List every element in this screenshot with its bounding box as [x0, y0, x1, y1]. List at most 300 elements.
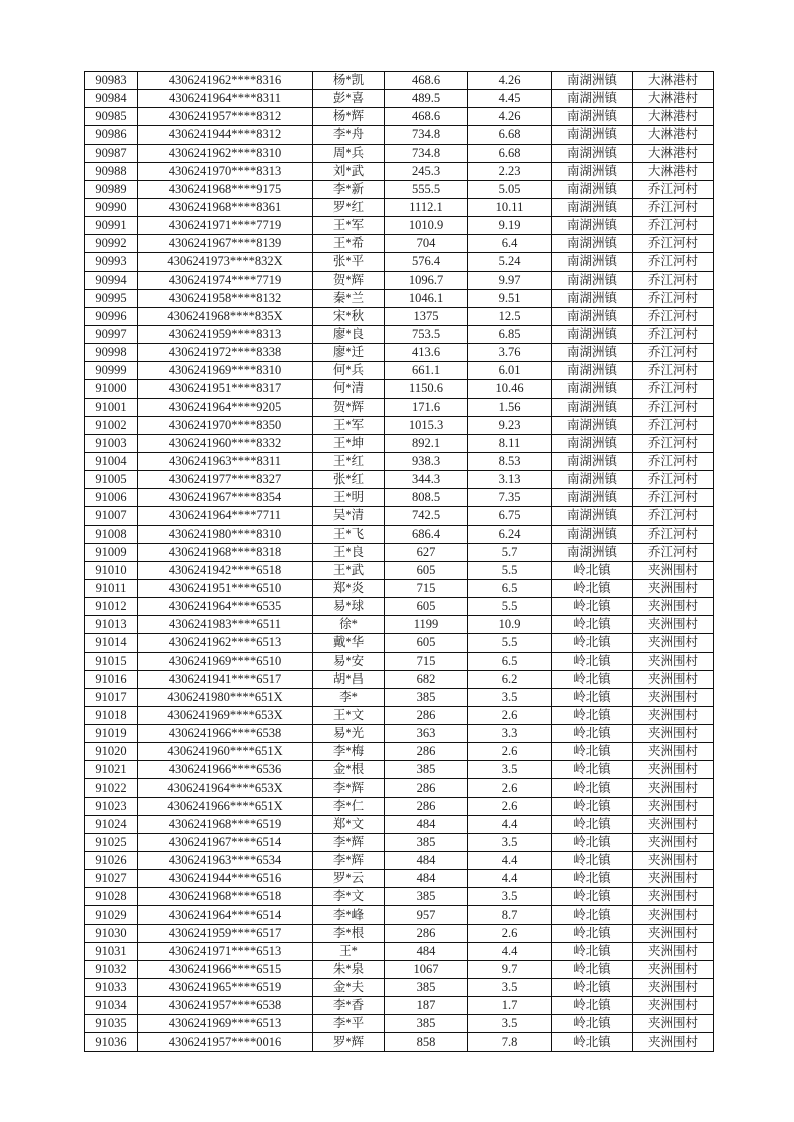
id-number-cell: 4306241970****8350: [138, 416, 313, 434]
row-number-cell: 91007: [85, 507, 138, 525]
row-number-cell: 91029: [85, 906, 138, 924]
area-cell: 2.6: [468, 797, 552, 815]
id-number-cell: 4306241968****835X: [138, 307, 313, 325]
town-cell: 岭北镇: [552, 616, 633, 634]
row-number-cell: 91025: [85, 833, 138, 851]
table-row: [85, 289, 714, 307]
amount-cell: 385: [385, 1015, 468, 1033]
area-cell: 4.45: [468, 90, 552, 108]
village-cell: 乔江河村: [633, 434, 714, 452]
area-cell: 4.4: [468, 870, 552, 888]
id-number-cell: 4306241969****6513: [138, 1015, 313, 1033]
table-row: [85, 779, 714, 797]
row-number-cell: 91022: [85, 779, 138, 797]
row-number-cell: 91030: [85, 924, 138, 942]
town-cell: 岭北镇: [552, 725, 633, 743]
village-cell: 夹洲围村: [633, 888, 714, 906]
name-cell: 张*红: [313, 471, 385, 489]
name-cell: 李*辉: [313, 779, 385, 797]
amount-cell: 605: [385, 561, 468, 579]
area-cell: 2.6: [468, 706, 552, 724]
area-cell: 3.13: [468, 471, 552, 489]
name-cell: 王*飞: [313, 525, 385, 543]
amount-cell: 385: [385, 761, 468, 779]
town-cell: 南湖洲镇: [552, 144, 633, 162]
village-cell: 乔江河村: [633, 235, 714, 253]
amount-cell: 363: [385, 725, 468, 743]
id-number-cell: 4306241973****832X: [138, 253, 313, 271]
table-row: [85, 126, 714, 144]
row-number-cell: 91002: [85, 416, 138, 434]
town-cell: 南湖洲镇: [552, 452, 633, 470]
table-row: [85, 144, 714, 162]
name-cell: 易*球: [313, 598, 385, 616]
town-cell: 岭北镇: [552, 779, 633, 797]
area-cell: 3.5: [468, 833, 552, 851]
amount-cell: 484: [385, 852, 468, 870]
id-number-cell: 4306241977****8327: [138, 471, 313, 489]
row-number-cell: 90984: [85, 90, 138, 108]
row-number-cell: 91006: [85, 489, 138, 507]
name-cell: 贺*辉: [313, 271, 385, 289]
name-cell: 李*: [313, 688, 385, 706]
amount-cell: 385: [385, 979, 468, 997]
amount-cell: 489.5: [385, 90, 468, 108]
name-cell: 李*香: [313, 997, 385, 1015]
name-cell: 王*坤: [313, 434, 385, 452]
table-row: [85, 852, 714, 870]
row-number-cell: 91015: [85, 652, 138, 670]
amount-cell: 704: [385, 235, 468, 253]
area-cell: 4.26: [468, 108, 552, 126]
name-cell: 张*平: [313, 253, 385, 271]
village-cell: 夹洲围村: [633, 579, 714, 597]
town-cell: 岭北镇: [552, 888, 633, 906]
table-row: [85, 471, 714, 489]
table-row: [85, 489, 714, 507]
amount-cell: 555.5: [385, 180, 468, 198]
village-cell: 乔江河村: [633, 307, 714, 325]
name-cell: 易*光: [313, 725, 385, 743]
area-cell: 10.9: [468, 616, 552, 634]
row-number-cell: 91001: [85, 398, 138, 416]
town-cell: 岭北镇: [552, 833, 633, 851]
table-row: [85, 108, 714, 126]
area-cell: 6.01: [468, 362, 552, 380]
row-number-cell: 91021: [85, 761, 138, 779]
village-cell: 夹洲围村: [633, 616, 714, 634]
town-cell: 岭北镇: [552, 924, 633, 942]
area-cell: 6.68: [468, 144, 552, 162]
name-cell: 贺*辉: [313, 398, 385, 416]
id-number-cell: 4306241958****8132: [138, 289, 313, 307]
town-cell: 岭北镇: [552, 670, 633, 688]
id-number-cell: 4306241957****0016: [138, 1033, 313, 1051]
town-cell: 岭北镇: [552, 761, 633, 779]
table-row: [85, 235, 714, 253]
name-cell: 郑*文: [313, 815, 385, 833]
amount-cell: 413.6: [385, 344, 468, 362]
town-cell: 南湖洲镇: [552, 471, 633, 489]
amount-cell: 385: [385, 888, 468, 906]
village-cell: 乔江河村: [633, 398, 714, 416]
area-cell: 1.7: [468, 997, 552, 1015]
name-cell: 郑*炎: [313, 579, 385, 597]
records-table-body: [85, 72, 714, 1052]
row-number-cell: 91026: [85, 852, 138, 870]
area-cell: 6.24: [468, 525, 552, 543]
amount-cell: 1067: [385, 960, 468, 978]
amount-cell: 484: [385, 870, 468, 888]
town-cell: 南湖洲镇: [552, 398, 633, 416]
town-cell: 岭北镇: [552, 852, 633, 870]
village-cell: 夹洲围村: [633, 561, 714, 579]
id-number-cell: 4306241966****6536: [138, 761, 313, 779]
amount-cell: 686.4: [385, 525, 468, 543]
row-number-cell: 91014: [85, 634, 138, 652]
name-cell: 胡*昌: [313, 670, 385, 688]
village-cell: 大淋港村: [633, 90, 714, 108]
table-row: [85, 888, 714, 906]
village-cell: 夹洲围村: [633, 1033, 714, 1051]
table-row: [85, 906, 714, 924]
area-cell: 1.56: [468, 398, 552, 416]
amount-cell: 892.1: [385, 434, 468, 452]
row-number-cell: 90987: [85, 144, 138, 162]
town-cell: 南湖洲镇: [552, 72, 633, 90]
amount-cell: 344.3: [385, 471, 468, 489]
village-cell: 夹洲围村: [633, 706, 714, 724]
name-cell: 罗*云: [313, 870, 385, 888]
town-cell: 岭北镇: [552, 815, 633, 833]
amount-cell: 286: [385, 779, 468, 797]
area-cell: 9.19: [468, 217, 552, 235]
row-number-cell: 90992: [85, 235, 138, 253]
village-cell: 夹洲围村: [633, 725, 714, 743]
town-cell: 南湖洲镇: [552, 525, 633, 543]
id-number-cell: 4306241959****6517: [138, 924, 313, 942]
village-cell: 乔江河村: [633, 180, 714, 198]
town-cell: 岭北镇: [552, 706, 633, 724]
village-cell: 夹洲围村: [633, 779, 714, 797]
town-cell: 岭北镇: [552, 870, 633, 888]
row-number-cell: 91010: [85, 561, 138, 579]
town-cell: 南湖洲镇: [552, 162, 633, 180]
name-cell: 李*仁: [313, 797, 385, 815]
village-cell: 夹洲围村: [633, 797, 714, 815]
table-row: [85, 325, 714, 343]
table-row: [85, 833, 714, 851]
amount-cell: 957: [385, 906, 468, 924]
name-cell: 李*文: [313, 888, 385, 906]
name-cell: 秦*兰: [313, 289, 385, 307]
village-cell: 大淋港村: [633, 72, 714, 90]
row-number-cell: 91005: [85, 471, 138, 489]
amount-cell: 468.6: [385, 72, 468, 90]
area-cell: 8.11: [468, 434, 552, 452]
village-cell: 夹洲围村: [633, 1015, 714, 1033]
area-cell: 7.35: [468, 489, 552, 507]
area-cell: 8.53: [468, 452, 552, 470]
area-cell: 10.11: [468, 198, 552, 216]
row-number-cell: 90983: [85, 72, 138, 90]
table-row: [85, 797, 714, 815]
area-cell: 4.4: [468, 815, 552, 833]
area-cell: 5.24: [468, 253, 552, 271]
table-row: [85, 307, 714, 325]
row-number-cell: 91033: [85, 979, 138, 997]
table-row: [85, 997, 714, 1015]
area-cell: 6.4: [468, 235, 552, 253]
amount-cell: 1046.1: [385, 289, 468, 307]
name-cell: 李*峰: [313, 906, 385, 924]
name-cell: 彭*喜: [313, 90, 385, 108]
id-number-cell: 4306241967****8139: [138, 235, 313, 253]
name-cell: 王*武: [313, 561, 385, 579]
town-cell: 南湖洲镇: [552, 416, 633, 434]
amount-cell: 245.3: [385, 162, 468, 180]
table-row: [85, 507, 714, 525]
id-number-cell: 4306241967****8354: [138, 489, 313, 507]
table-row: [85, 380, 714, 398]
area-cell: 4.4: [468, 942, 552, 960]
amount-cell: 858: [385, 1033, 468, 1051]
id-number-cell: 4306241966****6538: [138, 725, 313, 743]
village-cell: 夹洲围村: [633, 924, 714, 942]
village-cell: 乔江河村: [633, 289, 714, 307]
amount-cell: 627: [385, 543, 468, 561]
town-cell: 岭北镇: [552, 561, 633, 579]
row-number-cell: 91009: [85, 543, 138, 561]
name-cell: 何*清: [313, 380, 385, 398]
area-cell: 5.5: [468, 634, 552, 652]
town-cell: 南湖洲镇: [552, 198, 633, 216]
row-number-cell: 90991: [85, 217, 138, 235]
name-cell: 李*辉: [313, 852, 385, 870]
town-cell: 南湖洲镇: [552, 507, 633, 525]
area-cell: 2.6: [468, 924, 552, 942]
amount-cell: 605: [385, 634, 468, 652]
village-cell: 乔江河村: [633, 344, 714, 362]
table-row: [85, 725, 714, 743]
table-row: [85, 924, 714, 942]
amount-cell: 808.5: [385, 489, 468, 507]
name-cell: 李*梅: [313, 743, 385, 761]
name-cell: 何*兵: [313, 362, 385, 380]
village-cell: 夹洲围村: [633, 652, 714, 670]
town-cell: 岭北镇: [552, 743, 633, 761]
row-number-cell: 90998: [85, 344, 138, 362]
amount-cell: 1015.3: [385, 416, 468, 434]
town-cell: 岭北镇: [552, 1033, 633, 1051]
village-cell: 夹洲围村: [633, 688, 714, 706]
area-cell: 3.76: [468, 344, 552, 362]
town-cell: 岭北镇: [552, 997, 633, 1015]
id-number-cell: 4306241957****6538: [138, 997, 313, 1015]
village-cell: 夹洲围村: [633, 598, 714, 616]
name-cell: 杨*凯: [313, 72, 385, 90]
amount-cell: 1150.6: [385, 380, 468, 398]
id-number-cell: 4306241951****8317: [138, 380, 313, 398]
id-number-cell: 4306241941****6517: [138, 670, 313, 688]
row-number-cell: 90995: [85, 289, 138, 307]
table-row: [85, 416, 714, 434]
id-number-cell: 4306241969****8310: [138, 362, 313, 380]
town-cell: 岭北镇: [552, 579, 633, 597]
village-cell: 夹洲围村: [633, 833, 714, 851]
amount-cell: 385: [385, 688, 468, 706]
village-cell: 乔江河村: [633, 253, 714, 271]
town-cell: 南湖洲镇: [552, 434, 633, 452]
table-row: [85, 942, 714, 960]
town-cell: 南湖洲镇: [552, 489, 633, 507]
table-row: [85, 1033, 714, 1051]
id-number-cell: 4306241974****7719: [138, 271, 313, 289]
area-cell: 5.05: [468, 180, 552, 198]
village-cell: 夹洲围村: [633, 761, 714, 779]
id-number-cell: 4306241962****6513: [138, 634, 313, 652]
area-cell: 3.5: [468, 979, 552, 997]
amount-cell: 734.8: [385, 126, 468, 144]
name-cell: 朱*泉: [313, 960, 385, 978]
row-number-cell: 91023: [85, 797, 138, 815]
row-number-cell: 91012: [85, 598, 138, 616]
town-cell: 南湖洲镇: [552, 362, 633, 380]
town-cell: 岭北镇: [552, 634, 633, 652]
id-number-cell: 4306241968****9175: [138, 180, 313, 198]
row-number-cell: 91004: [85, 452, 138, 470]
name-cell: 李*平: [313, 1015, 385, 1033]
records-table: [84, 71, 714, 1052]
row-number-cell: 91000: [85, 380, 138, 398]
area-cell: 2.23: [468, 162, 552, 180]
row-number-cell: 90986: [85, 126, 138, 144]
table-row: [85, 706, 714, 724]
table-row: [85, 561, 714, 579]
id-number-cell: 4306241964****6535: [138, 598, 313, 616]
row-number-cell: 91035: [85, 1015, 138, 1033]
village-cell: 乔江河村: [633, 471, 714, 489]
amount-cell: 286: [385, 743, 468, 761]
table-row: [85, 198, 714, 216]
area-cell: 6.2: [468, 670, 552, 688]
town-cell: 岭北镇: [552, 979, 633, 997]
amount-cell: 734.8: [385, 144, 468, 162]
row-number-cell: 91003: [85, 434, 138, 452]
table-row: [85, 815, 714, 833]
town-cell: 南湖洲镇: [552, 253, 633, 271]
row-number-cell: 91019: [85, 725, 138, 743]
table-row: [85, 253, 714, 271]
town-cell: 岭北镇: [552, 1015, 633, 1033]
area-cell: 9.23: [468, 416, 552, 434]
table-row: [85, 616, 714, 634]
row-number-cell: 90989: [85, 180, 138, 198]
id-number-cell: 4306241965****6519: [138, 979, 313, 997]
amount-cell: 385: [385, 833, 468, 851]
id-number-cell: 4306241960****8332: [138, 434, 313, 452]
amount-cell: 1096.7: [385, 271, 468, 289]
amount-cell: 468.6: [385, 108, 468, 126]
table-row: [85, 670, 714, 688]
town-cell: 南湖洲镇: [552, 380, 633, 398]
table-row: [85, 761, 714, 779]
id-number-cell: 4306241983****6511: [138, 616, 313, 634]
village-cell: 乔江河村: [633, 325, 714, 343]
id-number-cell: 4306241972****8338: [138, 344, 313, 362]
name-cell: 金*根: [313, 761, 385, 779]
id-number-cell: 4306241960****651X: [138, 743, 313, 761]
town-cell: 南湖洲镇: [552, 344, 633, 362]
town-cell: 南湖洲镇: [552, 180, 633, 198]
row-number-cell: 91017: [85, 688, 138, 706]
id-number-cell: 4306241967****6514: [138, 833, 313, 851]
town-cell: 南湖洲镇: [552, 271, 633, 289]
row-number-cell: 90985: [85, 108, 138, 126]
village-cell: 夹洲围村: [633, 634, 714, 652]
name-cell: 周*兵: [313, 144, 385, 162]
village-cell: 乔江河村: [633, 362, 714, 380]
village-cell: 乔江河村: [633, 543, 714, 561]
area-cell: 5.5: [468, 561, 552, 579]
id-number-cell: 4306241980****8310: [138, 525, 313, 543]
row-number-cell: 91032: [85, 960, 138, 978]
table-row: [85, 688, 714, 706]
id-number-cell: 4306241962****8310: [138, 144, 313, 162]
area-cell: 4.4: [468, 852, 552, 870]
row-number-cell: 90990: [85, 198, 138, 216]
id-number-cell: 4306241964****9205: [138, 398, 313, 416]
table-row: [85, 362, 714, 380]
id-number-cell: 4306241951****6510: [138, 579, 313, 597]
village-cell: 乔江河村: [633, 416, 714, 434]
town-cell: 南湖洲镇: [552, 325, 633, 343]
table-row: [85, 525, 714, 543]
name-cell: 金*夫: [313, 979, 385, 997]
table-row: [85, 870, 714, 888]
id-number-cell: 4306241944****6516: [138, 870, 313, 888]
town-cell: 南湖洲镇: [552, 126, 633, 144]
name-cell: 杨*辉: [313, 108, 385, 126]
area-cell: 3.5: [468, 1015, 552, 1033]
name-cell: 宋*秋: [313, 307, 385, 325]
area-cell: 9.7: [468, 960, 552, 978]
id-number-cell: 4306241968****6519: [138, 815, 313, 833]
id-number-cell: 4306241963****6534: [138, 852, 313, 870]
amount-cell: 661.1: [385, 362, 468, 380]
area-cell: 3.5: [468, 888, 552, 906]
row-number-cell: 91036: [85, 1033, 138, 1051]
row-number-cell: 91028: [85, 888, 138, 906]
area-cell: 8.7: [468, 906, 552, 924]
id-number-cell: 4306241966****651X: [138, 797, 313, 815]
amount-cell: 1199: [385, 616, 468, 634]
village-cell: 大淋港村: [633, 108, 714, 126]
village-cell: 夹洲围村: [633, 997, 714, 1015]
id-number-cell: 4306241966****6515: [138, 960, 313, 978]
name-cell: 王*文: [313, 706, 385, 724]
table-row: [85, 344, 714, 362]
town-cell: 南湖洲镇: [552, 235, 633, 253]
area-cell: 6.85: [468, 325, 552, 343]
name-cell: 李*新: [313, 180, 385, 198]
village-cell: 夹洲围村: [633, 852, 714, 870]
id-number-cell: 4306241942****6518: [138, 561, 313, 579]
area-cell: 10.46: [468, 380, 552, 398]
village-cell: 夹洲围村: [633, 942, 714, 960]
area-cell: 5.7: [468, 543, 552, 561]
town-cell: 岭北镇: [552, 960, 633, 978]
